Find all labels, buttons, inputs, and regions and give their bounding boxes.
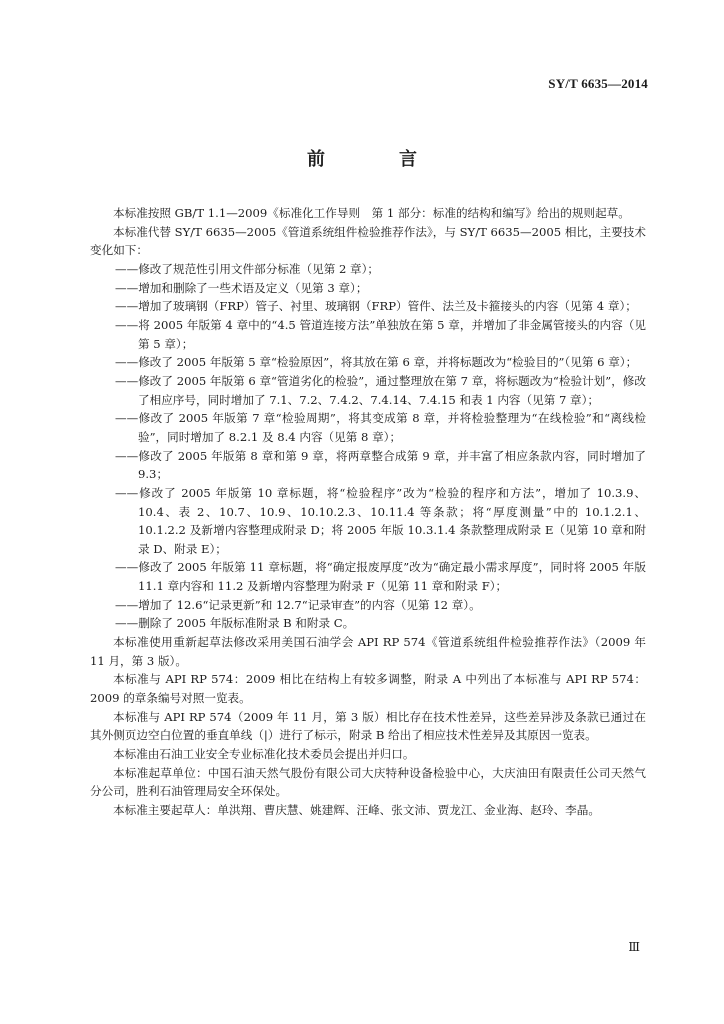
paragraph-adoption: 本标准使用重新起草法修改采用美国石油学会 API RP 574《管道系统组件检验推荐作法》（2009 年 11 月，第 3 版）。 — [90, 635, 646, 668]
list-item: ——修改了 2005 年版第 5 章“检验原因”，将其放在第 6 章，并将标题改为“检验目的”（见第 6 章）； — [115, 355, 638, 370]
list-item: ——修改了 2005 年版第 10 章标题，将“检验程序”改为“检验的程序和方法”，增加了 10.3.9、10.4、表 2、10.7、10.9、10.10.2.3、10.11.4 等条款；将“厚度测量”中的 10.1.2.1、10.1.2.2 及新增内容整理成附录 D；将 2005 年版 10.3.1.4 条款整理成附录 E（见第 10 章和附录 D、附录 E）； — [115, 485, 646, 556]
list-item: ——删除了 2005 年版标准附录 B 和附录 C。 — [115, 616, 355, 631]
body-text — [90, 204, 646, 820]
list-item: ——修改了 2005 年版第 11 章标题，将“确定报废厚度”改为“确定最小需求厚度”，同时将 2005 年版 11.1 章内容和 11.2 及新增内容整理为附录 F（见第 11 章和附录 F）； — [115, 560, 646, 594]
paragraph-drafters: 本标准主要起草人：单洪翔、曹庆慧、姚建辉、汪峰、张文沛、贾龙江、金业海、赵玲、李晶。 — [113, 803, 600, 817]
list-item: ——修改了规范性引用文件部分标准（见第 2 章）； — [115, 261, 380, 276]
paragraph-replaces: 本标准代替 SY/T 6635—2005《管道系统组件检验推荐作法》，与 SY/T 6635—2005 相比，主要技术变化如下： — [90, 224, 646, 258]
standard-code: SY/T 6635—2014 — [548, 76, 648, 91]
page-number: Ⅲ — [628, 940, 640, 954]
paragraph-technical-differences: 本标准与 API RP 574（2009 年 11 月，第 3 版）相比存在技术性差异，这些差异涉及条款已通过在其外侧页边空白位置的垂直单线（|）进行了标示，附录 B 给出了相应技术性差异及其原因一览表。 — [90, 709, 646, 743]
paragraph-drafting-rules: 本标准按照 GB/T 1.1—2009《标准化工作导则 第 1 部分：标准的结构和编写》给出的规则起草。 — [113, 206, 630, 220]
paragraph-proposer: 本标准由石油工业安全专业标准化技术委员会提出并归口。 — [113, 747, 415, 762]
list-item: ——将 2005 年版第 4 章中的“4.5 管道连接方法”单独放在第 5 章，并增加了非金属管接头的内容（见第 5 章）； — [115, 317, 646, 351]
list-item: ——增加和删除了一些术语及定义（见第 3 章）； — [115, 280, 368, 295]
paragraph-drafting-units: 本标准起草单位：中国石油天然气股份有限公司大庆特种设备检验中心，大庆油田有限责任公司天然气分公司，胜利石油管理局安全环保处。 — [90, 765, 646, 799]
list-item: ——修改了 2005 年版第 7 章“检验周期”，将其变成第 8 章，并将检验整理为“在线检验”和“离线检验”，同时增加了 8.2.1 及 8.4 内容（见第 8 章）； — [115, 411, 646, 444]
paragraph-structure: 本标准与 API RP 574：2009 相比在结构上有较多调整，附录 A 中列出了本标准与 API RP 574：2009 的章条编号对照一览表。 — [90, 672, 646, 706]
list-item: ——修改了 2005 年版第 6 章“管道劣化的检验”，通过整理放在第 7 章，将标题改为“检验计划”，修改了相应序号，同时增加了 7.1、7.2、7.4.2、7.4.14、7.4.15 和表 1 内容（见第 7 章）； — [115, 373, 646, 407]
list-item: ——增加了 12.6“记录更新”和 12.7“记录审查”的内容（见第 12 章）。 — [115, 597, 481, 612]
page-title: 前 言 — [307, 149, 445, 170]
list-item: ——修改了 2005 年版第 8 章和第 9 章，将两章整合成第 9 章，并丰富了相应条款内容，同时增加了 9.3； — [115, 448, 646, 482]
list-item: ——增加了玻璃钢（FRP）管子、衬里、玻璃钢（FRP）管件、法兰及卡箍接头的内容（见第 4 章）； — [115, 299, 637, 314]
